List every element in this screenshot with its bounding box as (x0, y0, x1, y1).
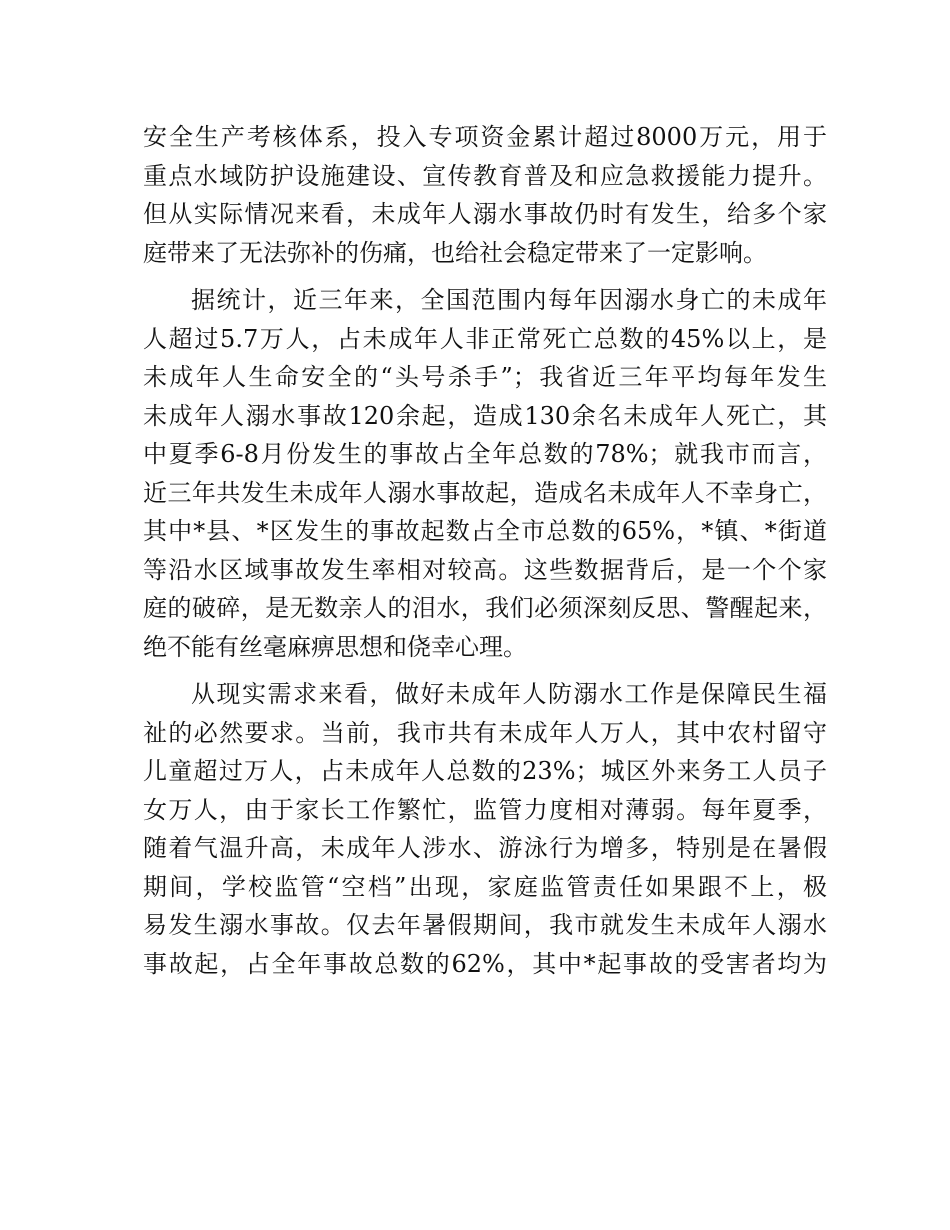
paragraph-spacer (143, 666, 827, 675)
text-line: 近三年共发生未成年人溺水事故起，造成名未成年人不幸身亡， (143, 478, 827, 507)
text-line: 事故起，占全年事故总数的62%，其中*起事故的受害者均为 (143, 949, 827, 978)
text-line: 重点水域防护设施建设、宣传教育普及和应急救援能力提升。 (143, 161, 827, 190)
text-line: 未成年人生命安全的“头号杀手”；我省近三年平均每年发生 (143, 363, 827, 391)
text-line: 期间，学校监管“空档”出现，家庭监管责任如果跟不上，极 (143, 872, 827, 901)
text-line: 安全生产考核体系，投入专项资金累计超过8000万元，用于 (143, 123, 827, 151)
text-line: 儿童超过万人，占未成年人总数的23%；城区外来务工人员子 (143, 757, 827, 785)
text-line: 但从实际情况来看，未成年人溺水事故仍时有发生，给多个家 (143, 200, 827, 228)
paragraph-spacer (143, 272, 827, 281)
text-line: 祉的必然要求。当前，我市共有未成年人万人，其中农村留守 (143, 718, 827, 747)
text-line: 等沿水区域事故发生率相对较高。这些数据背后，是一个个家 (143, 555, 827, 584)
text-line: 中夏季6-8月份发生的事故占全年总数的78%；就我市而言， (143, 440, 827, 468)
text-line: 据统计，近三年来，全国范围内每年因溺水身亡的未成年 (191, 286, 827, 314)
text-line: 随着气温升高，未成年人涉水、游泳行为增多，特别是在暑假 (143, 834, 827, 862)
paragraph-2 (143, 281, 827, 666)
text-line: 庭带来了无法弥补的伤痛，也给社会稳定带来了一定影响。 (143, 238, 767, 267)
text-line: 女万人，由于家长工作繁忙，监管力度相对薄弱。每年夏季， (143, 795, 827, 824)
paragraph-1 (143, 118, 827, 272)
text-line: 从现实需求来看，做好未成年人防溺水工作是保障民生福 (191, 680, 827, 708)
text-line: 庭的破碎，是无数亲人的泪水，我们必须深刻反思、警醒起来， (143, 594, 827, 622)
text-line: 其中*县、*区发生的事故起数占全市总数的65%，*镇、*街道 (143, 517, 827, 545)
body-text (143, 118, 827, 983)
text-line: 易发生溺水事故。仅去年暑假期间，我市就发生未成年人溺水 (143, 911, 827, 939)
text-line: 人超过5.7万人，占未成年人非正常死亡总数的45%以上，是 (143, 324, 827, 353)
text-line: 未成年人溺水事故120余起，造成130余名未成年人死亡，其 (143, 401, 827, 430)
text-line: 绝不能有丝毫麻痹思想和侥幸心理。 (143, 632, 527, 661)
paragraph-3 (143, 675, 827, 983)
